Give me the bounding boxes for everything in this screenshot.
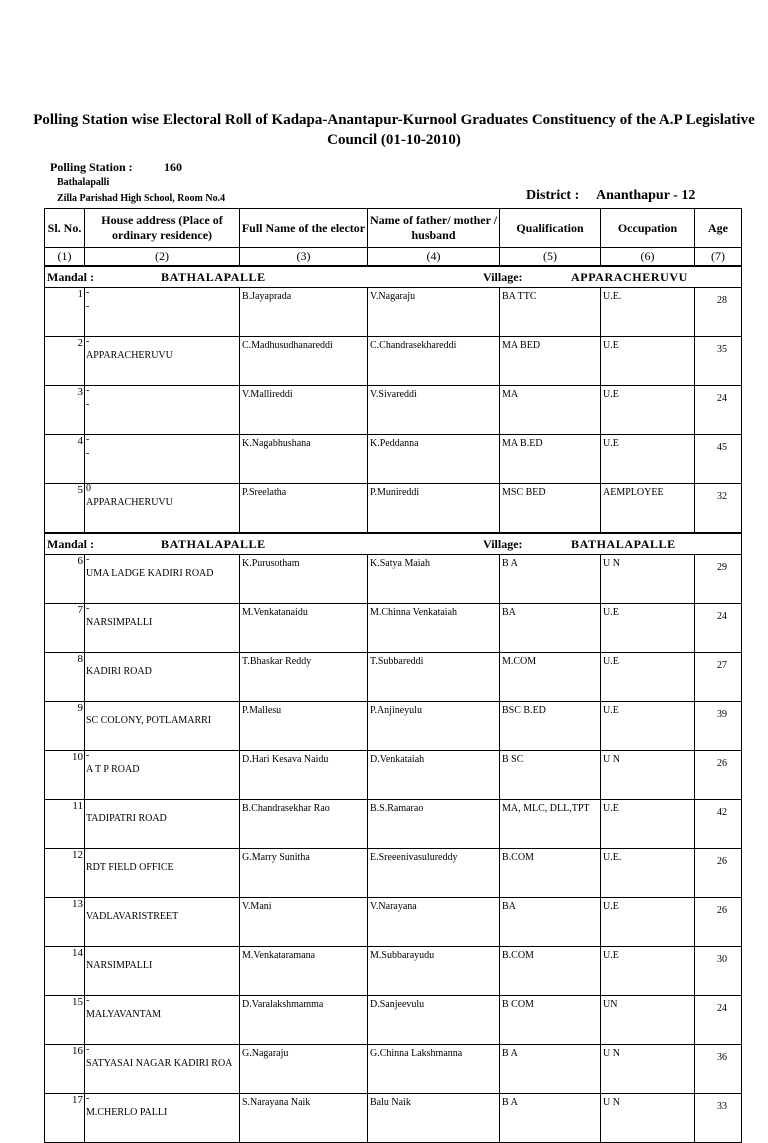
qualification: M.COM (500, 653, 601, 702)
section-header (45, 533, 742, 555)
serial-number: 3 (45, 386, 85, 435)
age: 28 (695, 288, 742, 337)
house-number: - (86, 554, 90, 565)
elector-row (45, 800, 742, 849)
house-number (86, 800, 239, 810)
qualification: B SC (500, 751, 601, 800)
house-address (85, 947, 240, 996)
section-header-row (45, 266, 742, 288)
qualification: B A (500, 555, 601, 604)
qualification: B.COM (500, 947, 601, 996)
house-address (85, 1045, 240, 1094)
serial-number: 6 (45, 555, 85, 604)
relative-name: E.Sreeenivasulureddy (368, 849, 500, 898)
qualification: MA B.ED (500, 435, 601, 484)
occupation: U.E (601, 653, 695, 702)
elector-row (45, 337, 742, 386)
col-header-house-address: House address (Place of ordinary residence) (85, 209, 240, 248)
qualification: MA, MLC, DLL,TPT (500, 800, 601, 849)
polling-station-place: Bathalapalli (57, 177, 110, 188)
qualification: BA (500, 898, 601, 947)
col-header-occupation: Occupation (601, 209, 695, 248)
district-value: Ananthapur - 12 (596, 188, 696, 203)
elector-name: V.Mani (240, 898, 368, 947)
serial-number: 5 (45, 484, 85, 534)
elector-row (45, 435, 742, 484)
village-label: Village: (483, 270, 523, 284)
col-header-elector-name: Full Name of the elector (240, 209, 368, 248)
electoral-roll-table (44, 208, 742, 1143)
address-line: UMA LADGE KADIRI ROAD (86, 568, 214, 579)
polling-station-building: Zilla Parishad High School, Room No.4 (57, 193, 226, 204)
house-address (85, 751, 240, 800)
section-header-row (45, 533, 742, 555)
elector-name: M.Venkataramana (240, 947, 368, 996)
district-label: District : (526, 188, 580, 203)
mandal-name: BATHALAPALLE (161, 537, 266, 551)
relative-name: V.Nagaraju (368, 288, 500, 337)
serial-number: 2 (45, 337, 85, 386)
serial-number: 11 (45, 800, 85, 849)
age: 33 (695, 1094, 742, 1143)
age: 30 (695, 947, 742, 996)
col-number: (2) (85, 248, 240, 267)
elector-row (45, 751, 742, 800)
elector-name: C.Madhusudhanareddi (240, 337, 368, 386)
serial-number: 4 (45, 435, 85, 484)
address-line: MALYAVANTAM (86, 1009, 162, 1020)
serial-number: 13 (45, 898, 85, 947)
age: 35 (695, 337, 742, 386)
occupation: U.E. (601, 288, 695, 337)
polling-station-number: 160 (164, 160, 182, 174)
house-address (85, 337, 240, 386)
serial-number: 17 (45, 1094, 85, 1143)
qualification: MSC BED (500, 484, 601, 534)
house-number (86, 898, 239, 908)
address-line: APPARACHERUVU (86, 350, 173, 361)
occupation: U.E (601, 604, 695, 653)
occupation: U.E (601, 337, 695, 386)
house-address (85, 1094, 240, 1143)
occupation: U N (601, 1094, 695, 1143)
address-line: - (86, 301, 90, 312)
address-line: RDT FIELD OFFICE (86, 862, 174, 873)
house-address (85, 484, 240, 534)
qualification: MA BED (500, 337, 601, 386)
address-line: NARSIMPALLI (86, 617, 153, 628)
elector-name: V.Mallireddi (240, 386, 368, 435)
relative-name: V.Narayana (368, 898, 500, 947)
relative-name: P.Anjineyulu (368, 702, 500, 751)
house-address (85, 386, 240, 435)
address-line: KADIRI ROAD (86, 666, 152, 677)
occupation: U N (601, 751, 695, 800)
col-number: (3) (240, 248, 368, 267)
relative-name: D.Venkataiah (368, 751, 500, 800)
qualification: BA (500, 604, 601, 653)
elector-name: G.Marry Sunitha (240, 849, 368, 898)
age: 27 (695, 653, 742, 702)
elector-row (45, 653, 742, 702)
section-header (45, 266, 742, 288)
address-line: NARSIMPALLI (86, 960, 153, 971)
address-line: SATYASAI NAGAR KADIRI ROA (86, 1058, 233, 1069)
col-header-age: Age (695, 209, 742, 248)
relative-name: G.Chinna Lakshmanna (368, 1045, 500, 1094)
col-number: (4) (368, 248, 500, 267)
qualification: BA TTC (500, 288, 601, 337)
relative-name: M.Chinna Venkataiah (368, 604, 500, 653)
qualification: B.COM (500, 849, 601, 898)
elector-name: P.Sreelatha (240, 484, 368, 534)
village-label: Village: (483, 537, 523, 551)
age: 42 (695, 800, 742, 849)
house-number (86, 702, 239, 712)
address-line: M.CHERLO PALLI (86, 1107, 168, 1118)
village-name: BATHALAPALLE (571, 537, 676, 551)
address-line: APPARACHERUVU (86, 497, 173, 508)
elector-row (45, 555, 742, 604)
age: 26 (695, 751, 742, 800)
house-address (85, 898, 240, 947)
elector-row (45, 386, 742, 435)
house-number: - (86, 750, 90, 761)
house-number (86, 947, 239, 957)
house-address (85, 849, 240, 898)
elector-name: B.Jayaprada (240, 288, 368, 337)
relative-name: M.Subbarayudu (368, 947, 500, 996)
elector-name: G.Nagaraju (240, 1045, 368, 1094)
house-number: - (86, 1093, 90, 1104)
house-address (85, 653, 240, 702)
elector-row (45, 604, 742, 653)
elector-row (45, 947, 742, 996)
elector-row (45, 898, 742, 947)
address-line: TADIPATRI ROAD (86, 813, 167, 824)
occupation: UN (601, 996, 695, 1045)
house-number: - (86, 385, 90, 396)
qualification: BSC B.ED (500, 702, 601, 751)
occupation: U N (601, 1045, 695, 1094)
column-header-row (45, 209, 742, 248)
house-number (86, 849, 239, 859)
serial-number: 7 (45, 604, 85, 653)
elector-name: B.Chandrasekhar Rao (240, 800, 368, 849)
elector-row (45, 484, 742, 534)
relative-name: K.Satya Maiah (368, 555, 500, 604)
mandal-label: Mandal : (47, 270, 95, 284)
age: 32 (695, 484, 742, 534)
mandal-label: Mandal : (47, 537, 95, 551)
occupation: U.E (601, 947, 695, 996)
serial-number: 10 (45, 751, 85, 800)
relative-name: Balu Naik (368, 1094, 500, 1143)
qualification: B A (500, 1094, 601, 1143)
serial-number: 16 (45, 1045, 85, 1094)
house-number: - (86, 336, 90, 347)
village-name: APPARACHERUVU (571, 270, 688, 284)
occupation: AEMPLOYEE (601, 484, 695, 534)
address-line: SC COLONY, POTLAMARRI (86, 715, 212, 726)
polling-station-label: Polling Station : (50, 160, 133, 174)
serial-number: 14 (45, 947, 85, 996)
relative-name: V.Sivareddi (368, 386, 500, 435)
elector-name: P.Mallesu (240, 702, 368, 751)
serial-number: 9 (45, 702, 85, 751)
occupation: U.E (601, 898, 695, 947)
relative-name: T.Subbareddi (368, 653, 500, 702)
occupation: U.E (601, 386, 695, 435)
house-number: - (86, 1044, 90, 1055)
qualification: MA (500, 386, 601, 435)
age: 45 (695, 435, 742, 484)
column-number-row (45, 248, 742, 267)
col-header-qualification: Qualification (500, 209, 601, 248)
house-number: 0 (86, 483, 91, 494)
age: 26 (695, 849, 742, 898)
elector-name: D.Hari Kesava Naidu (240, 751, 368, 800)
house-number (86, 653, 239, 663)
address-line: A T P ROAD (86, 764, 140, 775)
house-number: - (86, 995, 90, 1006)
age: 24 (695, 386, 742, 435)
address-line: - (86, 448, 90, 459)
serial-number: 15 (45, 996, 85, 1045)
serial-number: 12 (45, 849, 85, 898)
relative-name: P.Munireddi (368, 484, 500, 534)
col-number: (6) (601, 248, 695, 267)
elector-name: S.Narayana Naik (240, 1094, 368, 1143)
occupation: U.E (601, 435, 695, 484)
col-header-relative-name: Name of father/ mother / husband (368, 209, 500, 248)
house-number: - (86, 434, 90, 445)
house-address (85, 288, 240, 337)
elector-name: M.Venkatanaidu (240, 604, 368, 653)
elector-name: D.Varalakshmamma (240, 996, 368, 1045)
age: 24 (695, 604, 742, 653)
elector-row (45, 1094, 742, 1143)
elector-row (45, 702, 742, 751)
house-address (85, 800, 240, 849)
age: 24 (695, 996, 742, 1045)
electoral-roll-body (45, 266, 742, 1143)
age: 29 (695, 555, 742, 604)
serial-number: 1 (45, 288, 85, 337)
age: 26 (695, 898, 742, 947)
relative-name: D.Sanjeevulu (368, 996, 500, 1045)
occupation: U.E (601, 800, 695, 849)
col-header-sl-no: Sl. No. (45, 209, 85, 248)
relative-name: K.Peddanna (368, 435, 500, 484)
house-number: - (86, 287, 90, 298)
elector-row (45, 288, 742, 337)
house-number: - (86, 603, 90, 614)
qualification: B A (500, 1045, 601, 1094)
house-address (85, 555, 240, 604)
col-number: (1) (45, 248, 85, 267)
elector-row (45, 849, 742, 898)
address-line: - (86, 399, 90, 410)
age: 36 (695, 1045, 742, 1094)
house-address (85, 604, 240, 653)
mandal-name: BATHALAPALLE (161, 270, 266, 284)
elector-row (45, 1045, 742, 1094)
elector-name: T.Bhaskar Reddy (240, 653, 368, 702)
occupation: U.E (601, 702, 695, 751)
qualification: B COM (500, 996, 601, 1045)
col-number: (7) (695, 248, 742, 267)
elector-name: K.Nagabhushana (240, 435, 368, 484)
serial-number: 8 (45, 653, 85, 702)
relative-name: B.S.Ramarao (368, 800, 500, 849)
house-address (85, 435, 240, 484)
elector-name: K.Purusotham (240, 555, 368, 604)
document-title: Polling Station wise Electoral Roll of Kadapa-Anantapur-Kurnool Graduates Constituency of the A.P Legislative Council (01-10-2010) (33, 112, 755, 148)
relative-name: C.Chandrasekhareddi (368, 337, 500, 386)
occupation: U.E. (601, 849, 695, 898)
address-line: VADLAVARISTREET (86, 911, 179, 922)
house-address (85, 702, 240, 751)
occupation: U N (601, 555, 695, 604)
house-address (85, 996, 240, 1045)
age: 39 (695, 702, 742, 751)
col-number: (5) (500, 248, 601, 267)
elector-row (45, 996, 742, 1045)
